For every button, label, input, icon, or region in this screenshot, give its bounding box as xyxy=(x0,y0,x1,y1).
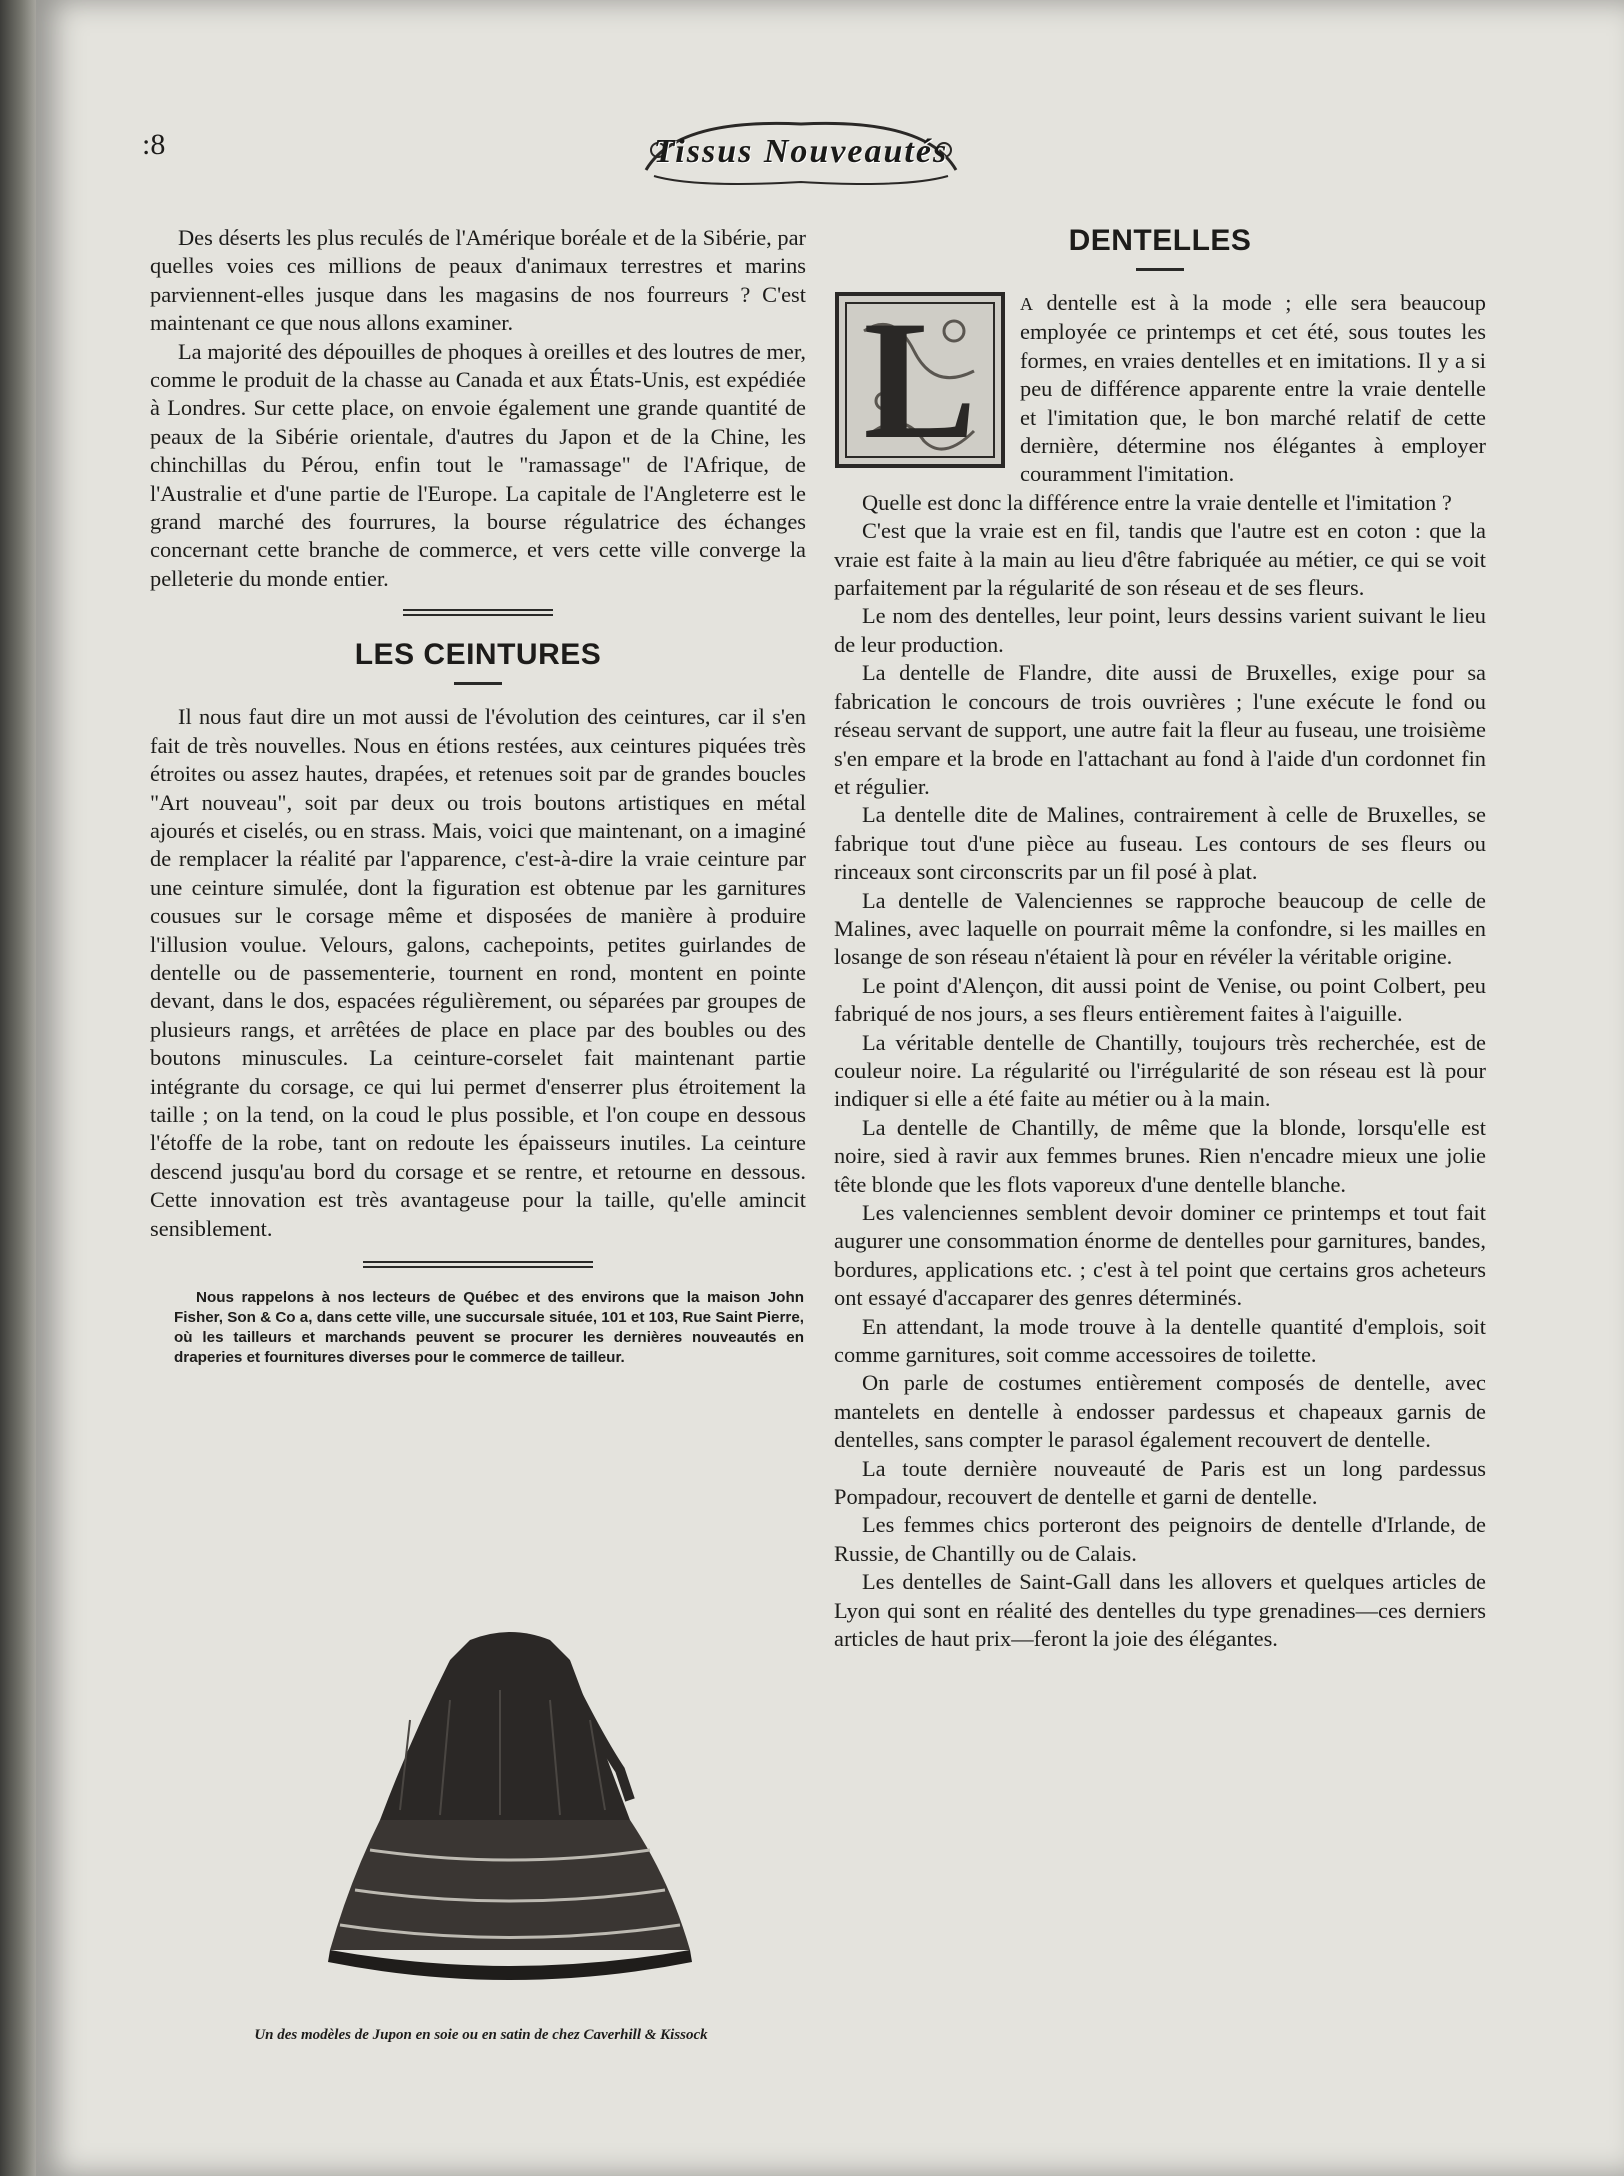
section-divider xyxy=(403,609,553,616)
dentelles-paragraph-15: Les femmes chics porteront des peignoirs de dentelle d'Irlande, de Russie, de Chantilly ou de Calais. xyxy=(834,1512,1486,1566)
masthead-title: Tissus Nouveautés xyxy=(653,133,949,170)
left-column xyxy=(150,224,806,1368)
lead-letter: A xyxy=(1020,294,1033,314)
heading-underline xyxy=(454,682,502,685)
dentelles-paragraph-13: On parle de costumes entièrement composés de dentelle, avec mantelets en dentelle à endosser pardessus et chapeaux garnis de dentelles, sans compter le parasol également recouvert de dentelle. xyxy=(834,1370,1486,1453)
dropcap-letter: L xyxy=(863,286,977,474)
heading-underline xyxy=(1136,268,1184,271)
dentelles-paragraph-2: Quelle est donc la différence entre la vraie dentelle et l'imitation ? xyxy=(862,489,1452,515)
ceintures-paragraph: Il nous faut dire un mot aussi de l'évolution des ceintures, car il s'en fait de très nouvelles. Nous en étions restées, aux ceintures piquées très étroites ou assez hautes, drapées, et retenues soit par de grandes boucles "Art nouveau", soit par deux ou trois boutons artistiques en métal ajourés et ciselés, ou en strass. Mais, voici que maintenant, on a imaginé de remplacer la réalité par l'apparence, c'est-à-dire la vraie ceinture par une ceinture simulée, dont la figuration est obtenue par les garnitures cousues sur le corsage même et disposées de manière à produire l'illusion voulue. Velours, galons, cachepoints, petites guirlandes de dentelle ou de passementerie, tournent en rond, montent en pointe devant, dans le dos, espacées régulièrement, ou séparées par groupes de plusieurs rangs, et arrêtées de place en place par des boubles ou des boutons minuscules. La ceinture-corselet fait maintenant partie intégrante du corsage, ce qui lui permet d'enserrer plus étroitement la taille ; on la tend, on la coud le plus possible, et l'on coupe en dessous l'étoffe de la robe, tant on redoute les épaisseurs inutiles. La ceinture descend jusqu'au bord du corsage et se rentre, et retourne en dessous. Cette innovation est très avantageuse pour la taille, qu'elle amincit sensiblement. xyxy=(150,704,806,1241)
petticoat-illustration xyxy=(300,1620,720,2000)
dentelles-paragraph-3: C'est que la vraie est en fil, tandis que l'autre est en coton : que la vraie est faite à la main au lieu d'être fabriquée au métier, ce qui se voit parfaitement par la régularité de son réseau et de ses fleurs. xyxy=(834,518,1486,601)
fur-paragraph-2: La majorité des dépouilles de phoques à oreilles et des loutres de mer, comme le produit de la chasse au Canada et aux États-Unis, est expédiée à Londres. Sur cette place, on envoie également une grande quantité de peaux de la Sibérie orientale, d'autres du Japon et de la Chine, les chinchillas du Pérou, enfin tout le "ramassage" de l'Afrique, de l'Australie et d'une partie de l'Europe. La capitale de l'Angleterre est le grand marché des fourrures, la bourse régulatrice des échanges concernant cette branche de commerce, et vers cette ville converge la pelleterie du monde entier. xyxy=(150,338,806,591)
fur-paragraph-1: Des déserts les plus reculés de l'Amérique boréale et de la Sibérie, par quelles voies ces millions de peaux d'animaux terrestres et marins parviennent-elles jusque dans les magasins de nos fourreurs ? C'est maintenant ce que nous allons examiner. xyxy=(150,225,806,336)
right-column xyxy=(834,224,1486,1654)
ornamental-dropcap xyxy=(834,286,1006,474)
masthead xyxy=(636,110,966,194)
dentelles-paragraph-16: Les dentelles de Saint-Gall dans les allovers et quelques articles de Lyon qui sont en réalité des dentelles du type grenadines—ces derniers articles de haut prix—feront la joie des élégantes. xyxy=(834,1569,1486,1652)
dentelles-paragraph-8: Le point d'Alençon, dit aussi point de Venise, ou point Colbert, peu fabriqué de nos jours, a ses fleurs entièrement faites à l'aiguille. xyxy=(834,972,1486,1027)
dentelles-paragraph-1 xyxy=(834,286,1486,489)
petticoat-icon xyxy=(300,1620,720,2000)
ceintures-heading: LES CEINTURES xyxy=(354,638,602,672)
notice-divider xyxy=(363,1261,593,1268)
illustration-caption: Un des modèles de Jupon en soie ou en satin de chez Caverhill & Kissock xyxy=(254,2027,708,2043)
first-paragraph-text: dentelle est à la mode ; elle sera beaucoup employée ce printemps et cet été, sous toutes les formes, en vraies dentelles et en imitations. Il y a si peu de différence apparente entre la vraie dentelle et l'imitation que, le bon marché relatif de cette dernière, détermine nos élégantes à employer couramment l'imitation. xyxy=(1020,290,1486,487)
book-spine-shadow xyxy=(0,0,36,2176)
dentelles-paragraph-9: La véritable dentelle de Chantilly, toujours très recherchée, est de couleur noire. La régularité ou l'irrégularité de son réseau est là pour indiquer si elle a été faite au métier ou à la main. xyxy=(834,1029,1486,1112)
dentelles-paragraph-5: La dentelle de Flandre, dite aussi de Bruxelles, exige pour sa fabrication le concours de trois ouvrières ; l'une exécute le fond ou réseau servant de support, une autre fait la fleur au fuseau, une troisième s'en empare et la brode en l'attachant au fond à l'aide d'un cordonnet fin et régulier. xyxy=(834,660,1486,799)
dentelles-paragraph-10: La dentelle de Chantilly, de même que la blonde, lorsqu'elle est noire, sied à ravir aux femmes brunes. Rien n'encadre mieux une jolie tête blonde que les flots vaporeux d'une dentelle blanche. xyxy=(834,1114,1486,1197)
dentelles-paragraph-6: La dentelle dite de Malines, contrairement à celle de Bruxelles, se fabrique tout d'une pièce au fuseau. Les contours de ses fleurs ou rinceaux sont circonscrits par un fil posé à plat. xyxy=(834,802,1486,885)
dentelles-paragraph-11: Les valenciennes semblent devoir dominer ce printemps et tout fait augurer une consommation énorme de dentelles pour garnitures, bandes, bordures, applications etc. ; c'est à tel point que certains gros acheteurs ont essayé d'accaparer des genres déterminés. xyxy=(834,1200,1486,1311)
dentelles-paragraph-12: En attendant, la mode trouve à la dentelle quantité d'emplois, soit comme garnitures, soit comme accessoires de toilette. xyxy=(834,1313,1486,1368)
fisher-notice: Nous rappelons à nos lecteurs de Québec et des environs que la maison John Fisher, Son & Co a, dans cette ville, une succursale située, 101 et 103, Rue Saint Pierre, où les tailleurs et marchands peuvent se procurer les dernières nouveautés en draperies et fournitures diverses pour le commerce de tailleur. xyxy=(174,1289,804,1366)
dentelles-paragraph-7: La dentelle de Valenciennes se rapproche beaucoup de celle de Malines, avec laquelle on pourrait même la confondre, si les mailles en losange de son réseau n'étaient là pour en révéler la véritable origine. xyxy=(834,887,1486,970)
dentelles-heading: DENTELLES xyxy=(1068,224,1252,257)
page-number: :8 xyxy=(142,128,166,161)
dentelles-paragraph-14: La toute dernière nouveauté de Paris est un long pardessus Pompadour, recouvert de dentelle et garni de dentelle. xyxy=(834,1455,1486,1510)
dentelles-paragraph-4: Le nom des dentelles, leur point, leurs dessins varient suivant le lieu de leur production. xyxy=(834,603,1486,657)
